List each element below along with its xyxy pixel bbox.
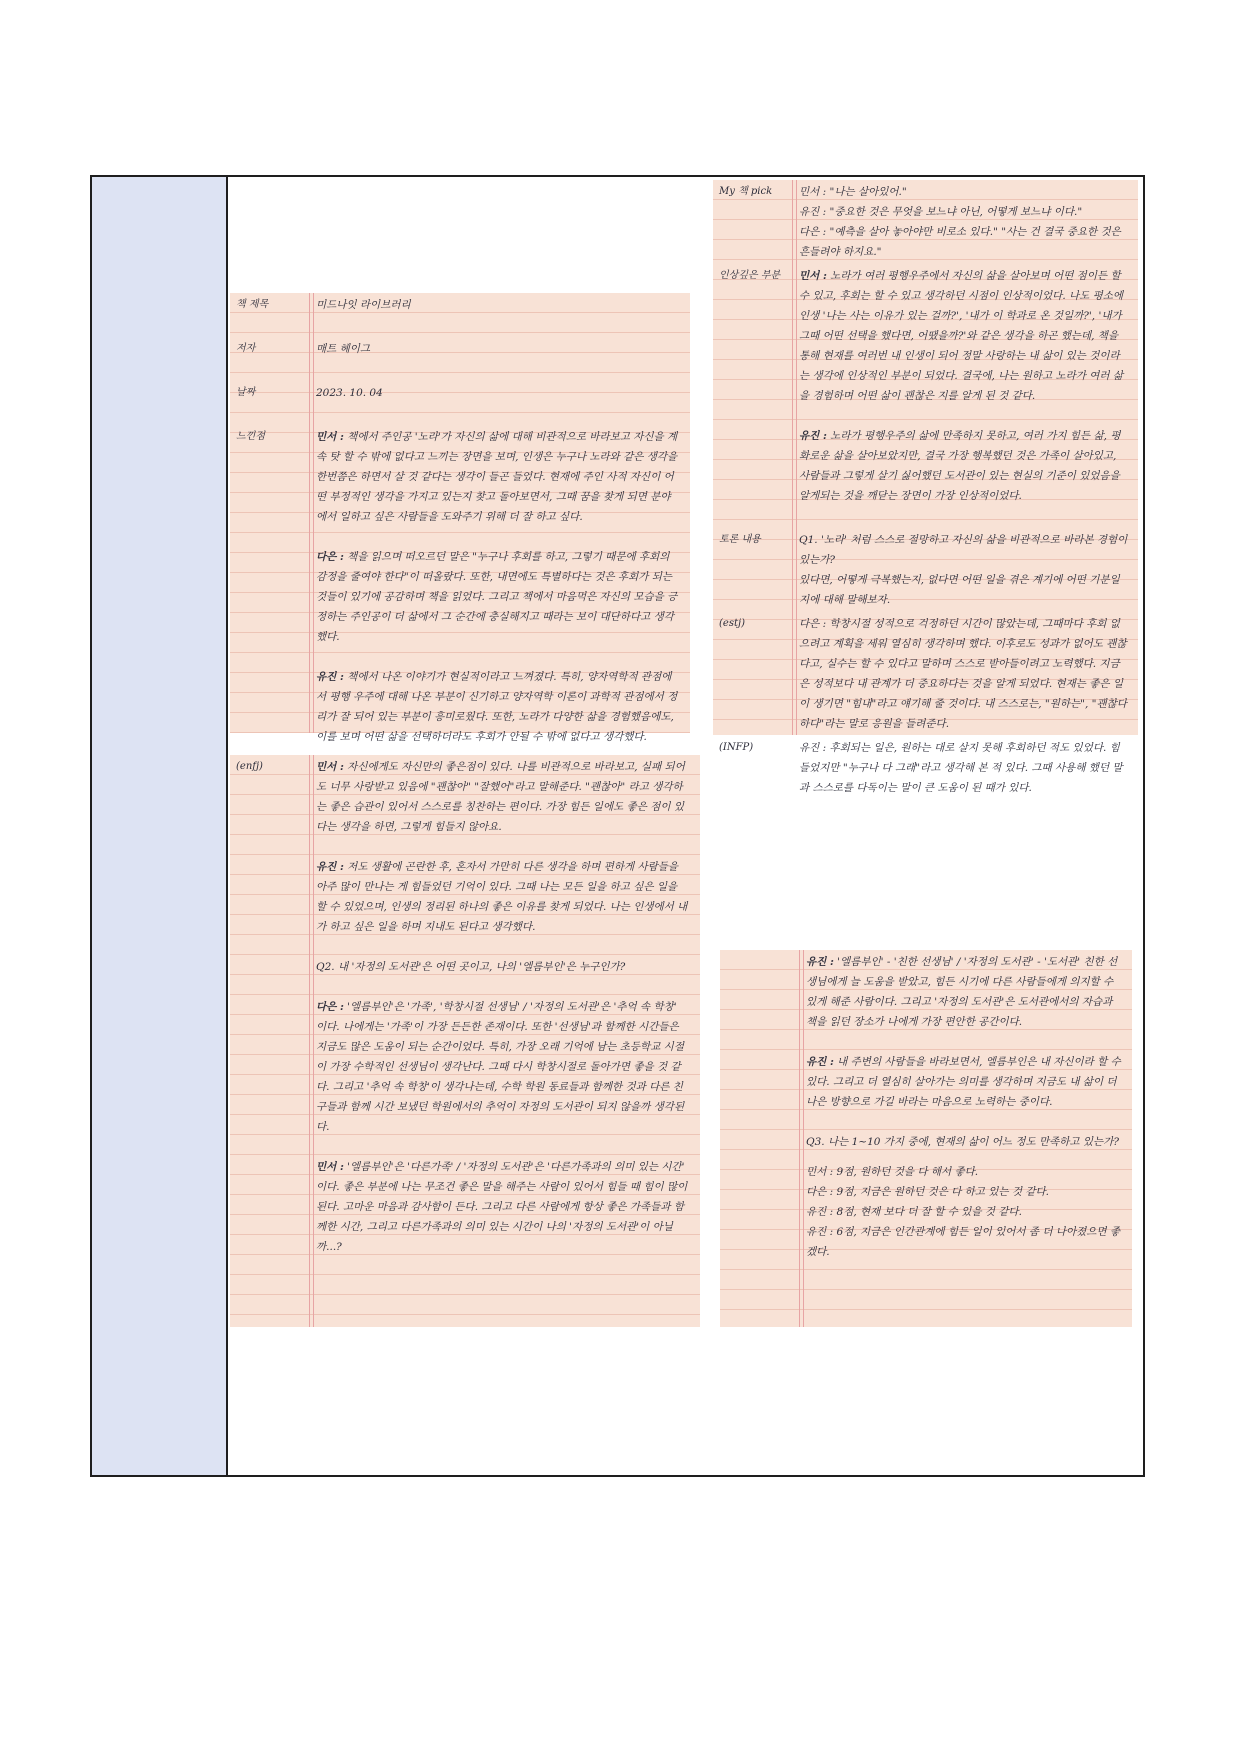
infp-row: (INFP) 유진 : 후회되는 일은, 원하는 대로 살지 못해 후회하던 적도 있었다. 힘들었지만 "누구나 다 그래"라고 생각해 본 적 있다. 그때 사용해 했던 말과 스스로를 다독이는 말이 큰 도움이 된 때가 있다. [713, 738, 1138, 798]
estj-row: (estj) 다은 : 학창시절 성적으로 걱정하던 시간이 많았는데, 그때마다 후회 없으려고 계획을 세워 열심히 생각하며 했다. 이후로도 성과가 없어도 괜찮다고, 실수는 할 수 있다고 말하며 스스로 받아들이려고 노력했다. 지금은 성적보다 내 관계가 더 중요하다는 것을 알게 되었다. 현재는 좋은 일이 생기면 "힘내"라고 얘기해 줄 것이다. 내 스스로는, "원하는", "괜찮다 하다"라는 말로 응원을 들려준다. [713, 614, 1138, 734]
book-title: 미드나잇 라이브러리 [316, 299, 411, 311]
author-row [230, 339, 690, 359]
pick-1: 민서 : "나는 살아있어." [799, 186, 907, 198]
pick-2: 유진 : "중요한 것은 무엇을 보느냐 아닌, 어떻게 보느냐 이다." [799, 206, 1083, 218]
impressions-key: 느낀점 [236, 431, 265, 442]
date-key: 날짜 [236, 387, 256, 398]
enfj-min: 민서 : 자신에게도 자신만의 좋은점이 있다. 나를 비관적으로 바라보고, 실패 되어도 너무 사랑받고 있음에 "괜찮아" "잘했어"라고 말해준다. "괜찮아" 라고 생각하는 좋은 습관이 있어서 스스로를 칭찬하는 편이다. 가장 힘든 일에도 좋은 점이 있다는 생각을 하면, 그렇게 힘들지 않아요. [316, 761, 685, 833]
bottom-da: 유진 : 내 주변의 사람들을 바라보면서, 엘름부인은 내 자신이라 할 수 있다. 그리고 더 열심히 살아가는 의미를 생각하며 지금도 내 삶이 더 나은 방향으로 가길 바라는 마음으로 노력하는 중이다. [806, 1056, 1121, 1108]
note-q3 [720, 950, 1132, 1327]
note-book-info [230, 293, 690, 743]
pick-row [713, 182, 1138, 262]
author-key: 저자 [236, 343, 256, 354]
date-row [230, 383, 690, 403]
book-date: 2023. 10. 04 [316, 387, 383, 399]
q2-text: Q2. 내 '자정의 도서관'은 어떤 곳이고, 나의 '엘름부인'은 누구인가? [316, 961, 626, 973]
q3-answer-2: 다은 : 9점, 지금은 원하던 것은 다 하고 있는 것 같다. [806, 1186, 1050, 1198]
q1-text: Q1. '노라' 처럼 스스로 절망하고 자신의 삶을 비관적으로 바라본 경험이 있는가? [799, 534, 1128, 566]
memorable-1: 민서 : 노라가 여러 평행우주에서 자신의 삶을 살아보며 어떤 점이든 할 수 있고, 후회는 할 수 있고 생각하던 시점이 인상적이었다. 나도 평소에 인생 '나는 사는 이유가 있는 걸까?', '내가 이 학과로 온 것일까?', '내가 그때 어떤 선택을 했다면, 어땠을까?'와 같은 생각을 하곤 했는데, 책을 통해 현재를 여러번 내 인생이 되어 정말 사랑하는 내 삶이 있는 것이라는 생각에 인상적인 부분이 되었다. 결국에, 나는 원하고 노라가 여러 삶을 경험하며 어떤 삶이 괜찮은 지를 알게 된 것 같다. [799, 270, 1124, 402]
title-row [230, 295, 690, 315]
q1-note: 있다면, 어떻게 극복했는지, 없다면 어떤 일을 겪은 계기에 어떤 기분일지에 대해 말해보자. [799, 574, 1120, 606]
memorable-2: 유진 : 노라가 평행우주의 삶에 만족하지 못하고, 여러 가지 힘든 삶, 평화로운 삶을 살아보았지만, 결국 가장 행복했던 것은 가족이 살아있고, 사람들과 그렇게 살기 싫어했던 도서관이 있는 현실의 기준이 있었음을 알게되는 것을 깨닫는 장면이 가장 인상적이었다. [799, 430, 1121, 502]
memorable-row [713, 266, 1138, 526]
q3-answer-1: 민서 : 9점, 원하던 것을 다 해서 좋다. [806, 1166, 979, 1178]
impression-1: 민서 : 책에서 주인공 '노라'가 자신의 삶에 대해 비관적으로 바라보고 자신을 계속 탓 할 수 밖에 없다고 느끼는 장면을 보며, 인생은 누구나 노라와 같은 생각을 한번쯤은 하면서 살 것 같다는 생각이 들곤 들었다. 현재에 주인 사적 자신이 어떤 부정적인 생각을 가지고 있는지 찾고 돌아보면서, 그때 꿈을 찾게 되면 분야에서 일하고 싶은 사람들을 도와주기 위해 더 잘 하고 싶다. [316, 431, 678, 523]
pick-key: My 책 pick [719, 186, 773, 197]
enfj-key: (enfj) [236, 761, 263, 772]
bottom-yu: 유진 : '엘름부인' - '친한 선생님' / '자정의 도서관' - '도서관' 친한 선생님에게 늘 도움을 받았고, 힘든 시기에 다른 사람들에게 의지할 수 있게 해준 사람이다. 그리고 '자정의 도서관'은 도서관에서의 자습과 책을 읽던 장소가 나에게 가장 편안한 공간이다. [806, 956, 1118, 1028]
book-author: 매트 헤이그 [316, 343, 371, 355]
q2-da: 다은 : '엘름부인'은 '가족', '학창시절 선생님' / '자정의 도서관'은 '추억 속 학창' 이다. 나에게는 '가족'이 가장 든든한 존재이다. 또한 '선생님'과 함께한 시간들은 지금도 많은 도움이 되는 순간이었다. 특히, 가장 오래 기억에 남는 초등학교 시절이 가장 수학적인 선생님이 생각난다. 그때 다시 학창시절로 돌아가면 좋을 것 같다. 그리고 '추억 속 학창'이 생각나는데, 수학 학원 동료들과 함께한 것과 다른 친구들과 함께 시간 보냈던 학원에서의 추억이 자정의 도서관이 되지 않을까 생각된다. [316, 1001, 685, 1133]
q3-answer-4: 유진 : 6점, 지금은 인간관계에 힘든 일이 있어서 좀 더 나아졌으면 좋겠다. [806, 1226, 1121, 1258]
impression-2: 다은 : 책을 읽으며 떠오르던 말은 "누구나 후회를 하고, 그렇기 때문에 후회의 감정을 줄여야 한다"이 떠올랐다. 또한, 내면에도 특별하다는 것은 후회가 되는 것들이 있기에 공감하며 책을 읽었다. 그리고 책에서 마음먹은 자신의 모습을 긍정하는 주인공이 더 삶에서 그 순간에 충실해지고 때라는 보이 대단하다고 생각했다. [316, 551, 678, 643]
note-pick-memorable [713, 180, 1138, 794]
impressions-row [230, 427, 690, 767]
note-enfj-q2 [230, 755, 700, 1327]
q1-row [713, 530, 1138, 610]
impression-3: 유진 : 책에서 나온 이야기가 현실적이라고 느껴졌다. 특히, 양자역학적 관점에서 평행 우주에 대해 나온 부분이 신기하고 양자역학 이론이 과학적 관점에서 정리가 잘 되어 있는 부분이 흥미로웠다. 또한, 노라가 다양한 삶을 경험했음에도, 이를 보며 어떤 삶을 선택하더라도 후회가 안될 수 밖에 없다고 생각했다. [316, 671, 678, 743]
estj-key: (estj) [719, 618, 745, 629]
memorable-key: 인상깊은 부분 [719, 270, 781, 281]
side-column [92, 177, 228, 1475]
q3-answer-3: 유진 : 8점, 현재 보다 더 잘 할 수 있을 것 같다. [806, 1206, 1022, 1218]
title-key: 책 제목 [236, 299, 269, 310]
discussion-key: 토론 내용 [719, 534, 761, 545]
q2-min: 민서 : '엘름부인'은 '다른가족' / '자정의 도서관'은 '다른가족과의 의미 있는 시간' 이다. 좋은 부분에 나는 무조건 좋은 말을 해주는 사람이 있어서 힘들 때 힘이 많이 된다. 고마운 마음과 감사함이 든다. 그리고 다른 사람에게 항상 좋은 가족들과 함께한 시간, 그리고 다른가족과의 의미 있는 시간이 나의 '자정의 도서관'이 아닐까...? [316, 1161, 688, 1253]
enfj-row [230, 757, 700, 1277]
pick-3: 다은 : "예측을 살아 놓아야만 비로소 있다." "사는 건 결국 중요한 것은 흔들려야 하지요." [799, 226, 1121, 258]
enfj-yu: 유진 : 저도 생활에 곤란한 후, 혼자서 가만히 다른 생각을 하며 편하게 사람들을 아주 많이 만나는 게 힘들었던 기억이 있다. 그때 나는 모든 일을 하고 싶은 일을 할 수 있었으며, 인생의 정리된 하나의 좋은 이유를 찾게 되었다. 나는 인생에서 내가 하고 싶은 일을 하며 지내도 된다고 생각했다. [316, 861, 688, 933]
infp-key: (INFP) [719, 742, 754, 753]
q3-text: Q3. 나는 1~10 가지 중에, 현재의 삶이 어느 정도 만족하고 있는가? [806, 1136, 1119, 1148]
